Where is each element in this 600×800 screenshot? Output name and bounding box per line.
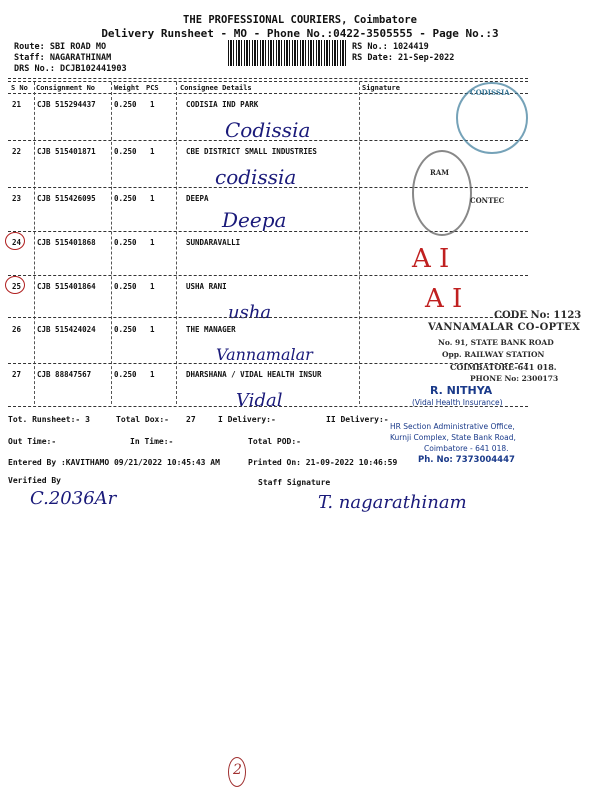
printed-on: Printed On: 21-09-2022 10:46:59 <box>248 458 398 467</box>
signature: Deepa <box>222 208 287 232</box>
signature: codissia <box>215 165 297 189</box>
staff-label: Staff: NAGARATHINAM <box>14 53 112 63</box>
total-dox-value: 27 <box>186 415 196 424</box>
staff-signature: T. nagarathinam <box>318 492 467 513</box>
ram-seal <box>412 150 472 236</box>
col-signature: Signature <box>362 84 400 92</box>
col-line <box>34 82 35 404</box>
stamp-address-1: No. 91, STATE BANK ROAD <box>438 338 554 347</box>
row-sno: 24 <box>12 238 22 247</box>
col-sno: S No <box>11 84 28 92</box>
row-weight: 0.250 <box>114 325 137 334</box>
contec-seal-text: CONTEC <box>470 196 505 205</box>
row-sno: 25 <box>12 282 22 291</box>
row-consignment: CJB 515424024 <box>37 325 96 334</box>
row-pcs: 1 <box>150 100 155 109</box>
row-details: DHARSHANA / VIDAL HEALTH INSUR <box>186 370 322 379</box>
drs-label: DRS No.: DCJB102441903 <box>14 64 127 74</box>
total-dox-label: Total Dox:- <box>116 415 169 424</box>
ram-seal-text: RAM <box>430 168 449 177</box>
entered-by: Entered By :KAVITHAMO 09/21/2022 10:45:43 AM <box>8 458 220 467</box>
row-consignment: CJB 515401871 <box>37 147 96 156</box>
stamp-phone: PHONE No: 2300173 <box>470 374 559 383</box>
row-pcs: 1 <box>150 238 155 247</box>
col-line <box>111 82 112 404</box>
row-consignment: CJB 515426095 <box>37 194 96 203</box>
row-details: DEEPA <box>186 194 209 203</box>
col-weight: Weight <box>114 84 140 92</box>
codissia-seal-text: CODISSIA <box>470 88 510 97</box>
row-sno: 21 <box>12 100 22 109</box>
row-consignment: CJB 515401864 <box>37 282 96 291</box>
stamp-code: CODE No: 1123 <box>494 310 582 321</box>
divider <box>8 140 528 141</box>
row-weight: 0.250 <box>114 100 137 109</box>
rs-number: RS No.: 1024419 <box>352 42 429 52</box>
row-pcs: 1 <box>150 325 155 334</box>
row-weight: 0.250 <box>114 370 137 379</box>
stamp-vidal: (Vidal Health Insurance) <box>412 398 503 407</box>
row-weight: 0.250 <box>114 194 137 203</box>
col-line <box>176 82 177 404</box>
signature: A I <box>412 244 450 274</box>
row-sno: 23 <box>12 194 22 203</box>
row-pcs: 1 <box>150 147 155 156</box>
row-sno: 22 <box>12 147 22 156</box>
stamp-office-1: HR Section Administrative Office, <box>390 422 515 431</box>
divider <box>8 81 528 82</box>
row-consignment: CJB 515401868 <box>37 238 96 247</box>
verified-by: Verified By <box>8 476 61 485</box>
row-weight: 0.250 <box>114 238 137 247</box>
col-line <box>359 82 360 404</box>
runsheet-title: Delivery Runsheet - MO - Phone No.:0422-3505555 - Page No.:3 <box>101 27 499 40</box>
i-delivery: I Delivery:- <box>218 415 276 424</box>
staff-signature-label: Staff Signature <box>258 478 331 487</box>
row-weight: 0.250 <box>114 282 137 291</box>
total-pod: Total POD:- <box>248 437 301 446</box>
page-mark: 2 <box>233 762 242 778</box>
stamp-address-2: Opp. RAILWAY STATION <box>442 350 545 359</box>
col-consignee: Consignee Details <box>180 84 252 92</box>
row-pcs: 1 <box>150 282 155 291</box>
stamp-ph: Ph. No: 7373004447 <box>418 455 515 465</box>
row-details: USHA RANI <box>186 282 227 291</box>
stamp-office-2: Kurnji Complex, State Bank Road, <box>390 433 516 442</box>
signature: Vannamalar <box>216 345 313 364</box>
signature: Codissia <box>225 118 311 142</box>
row-sno: 27 <box>12 370 22 379</box>
rs-date: RS Date: 21-Sep-2022 <box>352 53 455 63</box>
tot-runsheet: Tot. Runsheet:- 3 <box>8 415 90 424</box>
in-time: In Time:- <box>130 437 174 446</box>
stamp-nithya: R. NITHYA <box>430 384 493 397</box>
divider <box>8 317 528 318</box>
ii-delivery: II Delivery:- <box>326 415 389 424</box>
divider <box>8 275 528 276</box>
row-details: CODISIA IND PARK <box>186 100 259 109</box>
route-label: Route: SBI ROAD MO <box>14 42 107 52</box>
row-details: THE MANAGER <box>186 325 236 334</box>
row-details: SUNDARAVALLI <box>186 238 241 247</box>
stamp-address-3: COIMBATORE-641 018. <box>450 362 557 372</box>
company-title: THE PROFESSIONAL COURIERS, Coimbatore <box>183 14 417 26</box>
signature: Vidal <box>236 390 283 411</box>
signature: A I <box>425 284 463 314</box>
stamp-office-3: Coimbatore - 641 018. <box>424 444 509 453</box>
divider <box>8 78 528 79</box>
row-sno: 26 <box>12 325 22 334</box>
row-consignment: CJB 88847567 <box>37 370 92 379</box>
out-time: Out Time:- <box>8 437 57 446</box>
divider <box>8 93 528 94</box>
row-weight: 0.250 <box>114 147 137 156</box>
barcode <box>228 40 346 66</box>
verified-signature: C.2036Ar <box>30 488 117 509</box>
row-pcs: 1 <box>150 194 155 203</box>
row-consignment: CJB 515294437 <box>37 100 96 109</box>
stamp-vannamalar: VANNAMALAR CO-OPTEX <box>428 322 581 333</box>
row-pcs: 1 <box>150 370 155 379</box>
red-circle-mark <box>5 276 25 294</box>
col-pcs: PCS <box>146 84 159 92</box>
col-consignment: Consignment No <box>36 84 96 92</box>
row-details: CBE DISTRICT SMALL INDUSTRIES <box>186 147 317 156</box>
signature: usha <box>228 302 272 323</box>
red-circle-mark <box>5 232 25 250</box>
